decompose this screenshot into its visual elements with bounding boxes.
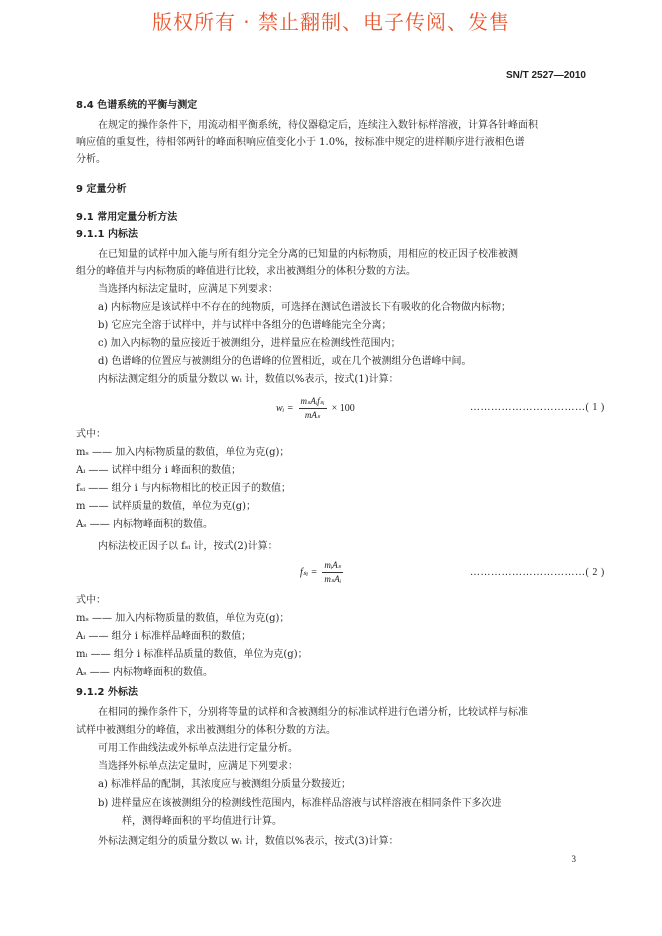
formula-2: [300, 560, 343, 585]
section-9-1-1-heading: 9.1.1 内标法: [76, 229, 138, 240]
where-label: 式中：: [76, 595, 106, 606]
list-item-b: b) 进样量应在该被测组分的检测线性范围内，标准样品溶液与试样溶液在相同条件下多次进: [98, 798, 502, 809]
variable-definition: Aₛ —— 内标物峰面积的数值。: [76, 519, 213, 530]
list-item-d: d) 色谱峰的位置应与被测组分的色谱峰的位置相近，或在几个被测组分色谱峰中间。: [98, 356, 472, 367]
document-number: SN/T 2527—2010: [505, 70, 586, 81]
equation-number-2: ……………………………( 2 ): [470, 567, 605, 578]
section-9-heading: 9 定量分析: [76, 184, 127, 195]
formula-fraction: [322, 560, 343, 585]
formula-rhs: × 100: [331, 403, 355, 414]
where-label: 式中：: [76, 429, 106, 440]
paragraph-line: 组分的峰值并与内标物质的峰值进行比较，求出被测组分的体积分数的方法。: [76, 266, 416, 277]
list-item-c: c) 加入内标物的量应接近于被测组分，进样量应在检测线性范围内；: [98, 338, 401, 349]
equation-number-1: ……………………………( 1 ): [470, 402, 605, 413]
variable-definition: m —— 试样质量的数值，单位为克(g)；: [76, 501, 257, 512]
formula-lhs: fₛᵢ =: [300, 567, 318, 578]
formula-denominator: mAₛ: [304, 410, 321, 420]
list-item-b-continued: 样，测得峰面积的平均值进行计算。: [122, 816, 282, 827]
copyright-banner: 版权所有 · 禁止翻制、电子传阅、发售: [151, 10, 511, 34]
page-number: 3: [571, 854, 576, 864]
paragraph-line: 内标法校正因子以 fₛᵢ 计，按式(2)计算：: [98, 541, 278, 552]
list-item-b: b) 它应完全溶于试样中，并与试样中各组分的色谱峰能完全分离；: [98, 320, 392, 331]
paragraph-line: 当选择内标法定量时，应满足下列要求：: [98, 284, 278, 295]
paragraph-line: 在规定的操作条件下，用流动相平衡系统，待仪器稳定后，连续注入数针标样溶液，计算各针峰面积: [98, 120, 538, 131]
paragraph-line: 内标法测定组分的质量分数以 wᵢ 计，数值以%表示，按式(1)计算：: [98, 374, 399, 385]
list-item-a: a) 标准样品的配制，其浓度应与被测组分质量分数接近；: [98, 779, 352, 790]
paragraph-line: 可用工作曲线法或外标单点法进行定量分析。: [98, 743, 298, 754]
formula-numerator: mᵢAₛ: [322, 560, 343, 573]
section-9-1-2-heading: 9.1.2 外标法: [76, 687, 138, 698]
variable-definition: Aᵢ —— 试样中组分 i 峰面积的数值；: [76, 465, 242, 476]
paragraph-line: 响应值的重复性，待相邻两针的峰面积响应值变化小于 1.0%，按标准中规定的进样顺序进行液相色谱: [76, 137, 525, 148]
paragraph-line: 分析。: [76, 154, 106, 165]
variable-definition: fₛᵢ —— 组分 i 与内标物相比的校正因子的数值；: [76, 483, 291, 494]
formula-fraction: [299, 396, 327, 421]
paragraph-line: 当选择外标单点法定量时，应满足下列要求：: [98, 761, 298, 772]
list-item-a: a) 内标物应是该试样中不存在的纯物质，可选择在测试色谱波长下有吸收的化合物做内标物；: [98, 302, 512, 313]
paragraph-line: 外标法测定组分的质量分数以 wᵢ 计，数值以%表示，按式(3)计算：: [98, 836, 399, 847]
variable-definition: mᵢ —— 组分 i 标准样品质量的数值，单位为克(g)；: [76, 649, 308, 660]
formula-lhs: wᵢ =: [276, 403, 294, 414]
variable-definition: Aₛ —— 内标物峰面积的数值。: [76, 667, 213, 678]
formula-1: [276, 396, 355, 421]
variable-definition: mₛ —— 加入内标物质量的数值，单位为克(g)；: [76, 613, 290, 624]
variable-definition: mₛ —— 加入内标物质量的数值，单位为克(g)；: [76, 447, 290, 458]
formula-numerator: mₛAᵢfₛᵢ: [299, 396, 327, 409]
variable-definition: Aᵢ —— 组分 i 标准样品峰面积的数值；: [76, 631, 252, 642]
paragraph-line: 试样中被测组分的峰值，求出被测组分的体积分数的方法。: [76, 725, 336, 736]
section-9-1-heading: 9.1 常用定量分析方法: [76, 212, 178, 223]
section-8-4-heading: 8.4 色谱系统的平衡与测定: [76, 100, 198, 111]
paragraph-line: 在相同的操作条件下，分别将等量的试样和含被测组分的标准试样进行色谱分析，比较试样与标准: [98, 707, 528, 718]
formula-denominator: mₛAᵢ: [324, 574, 342, 584]
paragraph-line: 在已知量的试样中加入能与所有组分完全分离的已知量的内标物质，用相应的校正因子校准被测: [98, 249, 518, 260]
